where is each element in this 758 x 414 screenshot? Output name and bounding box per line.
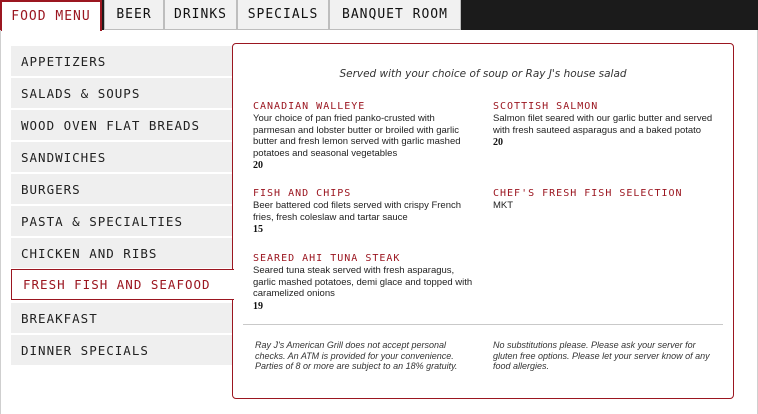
sidebar-item-fresh-fish-seafood[interactable]: FRESH FISH AND SEAFOOD <box>11 269 234 300</box>
menu-item <box>253 101 475 171</box>
tab-drinks[interactable]: DRINKS <box>164 0 237 30</box>
menu-item-description: Salmon filet seared with our garlic butter and served with fresh sauteed asparagus and a baked potato <box>493 113 713 136</box>
menu-item-description: MKT <box>493 200 514 211</box>
menu-item-description: Seared tuna steak served with fresh asparagus, garlic mashed potatoes, demi glace and topped with caramelized onions <box>253 265 473 299</box>
menu-item-title: SCOTTISH SALMON <box>493 101 599 112</box>
tab-specials[interactable]: SPECIALS <box>237 0 329 30</box>
menu-item-title: CHEF'S FRESH FISH SELECTION <box>493 188 683 199</box>
top-nav-bar <box>0 0 758 30</box>
footnote-payment-policy: Ray J's American Grill does not accept personal checks. An ATM is provided for your convenience. Parties of 8 or more are subject to an 18% gratuity. <box>255 340 458 371</box>
sidebar-item-burgers[interactable]: BURGERS <box>11 174 233 204</box>
tab-beer[interactable]: BEER <box>104 0 164 30</box>
menu-item-price: 15 <box>253 224 263 235</box>
tab-food-menu[interactable]: FOOD MENU <box>0 0 102 31</box>
menu-item <box>253 253 479 312</box>
panel-intro-text: Served with your choice of soup or Ray J's house salad <box>339 68 627 80</box>
sidebar-item-chicken-ribs[interactable]: CHICKEN AND RIBS <box>11 238 233 268</box>
menu-item-description: Your choice of pan fried panko-crusted with parmesan and lobster butter or broiled with garlic butter and fresh lemon served with garlic mashed potatoes and seasonal vegetables <box>253 113 461 159</box>
sidebar-item-sandwiches[interactable]: SANDWICHES <box>11 142 233 172</box>
footnote-substitution-policy: No substitutions please. Please ask your server for gluten free options. Please let your server know of any food allergies. <box>493 340 710 371</box>
menu-item-price: 20 <box>253 160 263 171</box>
tab-banquet-room[interactable]: BANQUET ROOM <box>329 0 461 30</box>
sidebar-item-pasta-specialties[interactable]: PASTA & SPECIALTIES <box>11 206 233 236</box>
sidebar-item-dinner-specials[interactable]: DINNER SPECIALS <box>11 335 233 365</box>
menu-item-title: CANADIAN WALLEYE <box>253 101 366 112</box>
sidebar-item-flat-breads[interactable]: WOOD OVEN FLAT BREADS <box>11 110 233 140</box>
menu-item <box>493 101 725 148</box>
menu-item-price: 19 <box>253 300 263 312</box>
menu-item-title: FISH AND CHIPS <box>253 188 352 199</box>
sidebar-item-salads-soups[interactable]: SALADS & SOUPS <box>11 78 233 108</box>
menu-panel <box>232 43 734 399</box>
menu-item-price: 20 <box>493 137 503 148</box>
menu-item-description: Beer battered cod filets served with crispy French fries, fresh coleslaw and tartar sauce <box>253 200 462 223</box>
sidebar-item-breakfast[interactable]: BREAKFAST <box>11 303 233 333</box>
menu-item-title: SEARED AHI TUNA STEAK <box>253 253 401 264</box>
menu-item <box>253 188 475 235</box>
panel-divider <box>243 324 723 325</box>
menu-item <box>493 188 725 212</box>
sidebar-item-appetizers[interactable]: APPETIZERS <box>11 46 233 76</box>
